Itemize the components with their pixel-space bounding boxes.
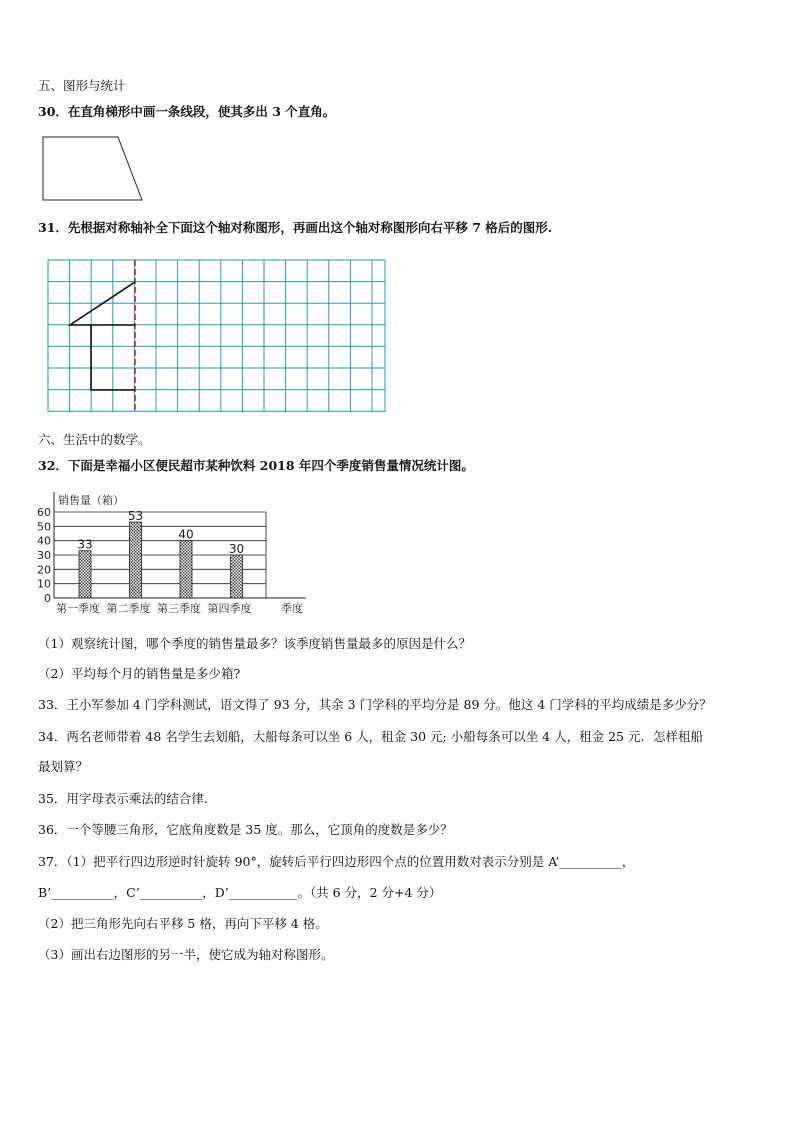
category-label: 第二季度 bbox=[106, 602, 151, 615]
category-label: 第一季度 bbox=[56, 602, 100, 615]
x-axis-label: 季度 bbox=[281, 602, 303, 615]
half-figure bbox=[70, 282, 135, 390]
bar bbox=[180, 541, 192, 598]
chart-labels bbox=[37, 493, 303, 615]
bar bbox=[79, 551, 91, 598]
section-6-title: 六、生活中的数学。 bbox=[38, 432, 151, 447]
y-axis-label: 销售量（箱） bbox=[58, 494, 124, 507]
y-tick-label: 60 bbox=[37, 506, 51, 519]
question-37-part-1-line-1: 37．（1）把平行四边形逆时针旋转 90°，旋转后平行四边形四个点的位置用数对表示分别是 A’__________， bbox=[38, 854, 635, 869]
chart-bars bbox=[79, 522, 243, 598]
section-5-title: 五、图形与统计 bbox=[38, 78, 126, 93]
question-32-part-2: （2）平均每个月的销售量是多少箱? bbox=[38, 666, 241, 681]
question-31: 31．先根据对称轴补全下面这个轴对称图形，再画出这个轴对称图形向右平移 7 格后的图形. bbox=[38, 220, 553, 235]
question-30: 30．在直角梯形中画一条线段，使其多出 3 个直角。 bbox=[38, 104, 336, 119]
y-tick-label: 50 bbox=[37, 520, 51, 534]
question-37-part-1-line-2: B’__________，C’__________，D’___________。（共 6 分，2 分+4 分） bbox=[38, 885, 442, 900]
y-tick-label: 30 bbox=[37, 549, 51, 562]
symmetry-grid bbox=[48, 260, 386, 414]
question-32-part-1: （1）观察统计图，哪个季度的销售量最多？该季度销售量最多的原因是什么？ bbox=[38, 636, 471, 651]
bar bbox=[130, 522, 142, 598]
question-34-line-1: 34．两名老师带着 48 名学生去划船，大船每条可以坐 6 人，租金 30 元; 小船每条可以坐 4 人，租金 25 元．怎样租船 bbox=[38, 729, 703, 744]
y-tick-label: 0 bbox=[44, 592, 51, 605]
category-label: 第四季度 bbox=[207, 602, 252, 615]
right-trapezoid-figure bbox=[40, 134, 146, 202]
category-label: 第三季度 bbox=[157, 602, 201, 615]
question-33: 33．王小军参加 4 门学科测试，语文得了 93 分，其余 3 门学科的平均分是 89 分。他这 4 门学科的平均成绩是多少分？ bbox=[38, 697, 712, 712]
trapezoid-shape bbox=[43, 137, 142, 200]
question-37-part-2: （2）把三角形先向右平移 5 格，再向下平移 4 格。 bbox=[38, 916, 328, 931]
sales-bar-chart bbox=[36, 488, 326, 620]
y-tick-label: 20 bbox=[37, 563, 51, 577]
y-tick-label: 10 bbox=[37, 577, 51, 591]
y-tick-label: 40 bbox=[37, 534, 51, 548]
question-37-part-3: （3）画出右边图形的另一半，使它成为轴对称图形。 bbox=[38, 947, 334, 962]
data-label: 30 bbox=[228, 542, 245, 556]
data-label: 53 bbox=[127, 509, 144, 524]
question-36: 36．一个等腰三角形，它底角度数是 35 度。那么，它顶角的度数是多少？ bbox=[38, 822, 453, 837]
data-label: 40 bbox=[178, 527, 194, 542]
question-35: 35．用字母表示乘法的结合律. bbox=[38, 791, 208, 806]
data-label: 33 bbox=[77, 537, 93, 552]
question-34-line-2: 最划算？ bbox=[38, 759, 89, 774]
question-32: 32．下面是幸福小区便民超市某种饮料 2018 年四个季度销售量情况统计图。 bbox=[38, 458, 474, 473]
bar bbox=[231, 555, 243, 598]
